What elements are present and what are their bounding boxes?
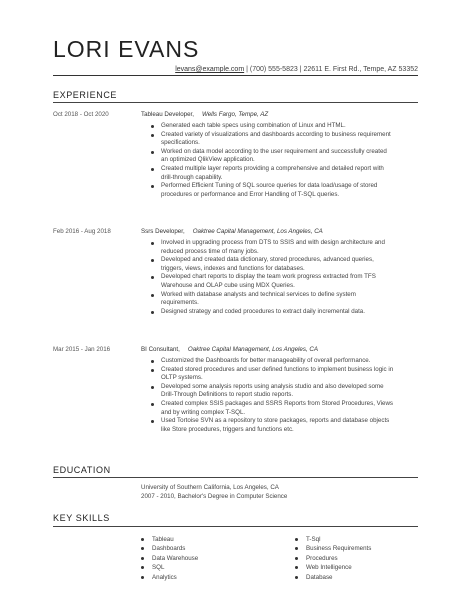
list-item: Performed Efficient Tuning of SQL source queries for data load/usage of stored procedures or performance and Error Handling of T-SQL queries. <box>151 182 395 199</box>
job-dates: Mar 2015 - Jan 2016 <box>53 346 111 353</box>
list-item: Business Requirements <box>295 544 371 553</box>
list-item: Dashboards <box>141 544 198 553</box>
list-item: Worked on data model according to the user requirement and successfully created an optimized QlikView application. <box>151 148 395 165</box>
skills-heading: KEY SKILLS <box>53 513 110 523</box>
list-item: Created variety of visualizations and dashboards according to business requirement specifications. <box>151 131 395 148</box>
job-dates: Oct 2018 - Oct 2020 <box>53 111 109 118</box>
experience-divider <box>53 102 418 103</box>
list-item: Developed some analysis reports using analysis studio and also developed some Drill-Through Definitions to report studio reports. <box>151 383 395 400</box>
list-item: Created multiple layer reports providing a comprehensive and detailed report with drill-through capability. <box>151 165 395 182</box>
list-item: Created complex SSIS packages and SSRS Reports from Stored Procedures, Views and by writing complex T-SQL. <box>151 400 395 417</box>
list-item: Web Intelligence <box>295 563 371 572</box>
contact-line <box>53 66 418 76</box>
list-item: Analytics <box>141 573 198 582</box>
email-link[interactable]: levans@example.com <box>175 66 245 73</box>
address: 22611 E. First Rd., Tempe, AZ 53352 <box>303 66 418 73</box>
job-title: Tableau Developer, <box>141 111 194 118</box>
job-company: Oaktree Capital Management, Los Angeles, CA <box>192 228 323 235</box>
skills-list-left <box>141 535 198 582</box>
list-item: Data Warehouse <box>141 554 198 563</box>
job-title: Ssrs Developer, <box>141 228 185 235</box>
list-item: Generated each table specs using combination of Linux and HTML. <box>151 122 395 131</box>
job-company: Wells Fargo, Tempe, AZ <box>201 111 269 118</box>
list-item: Worked with database analysts and technical services to define system requirements. <box>151 291 395 308</box>
list-item: Procedures <box>295 554 371 563</box>
job-header <box>141 111 268 120</box>
experience-heading: EXPERIENCE <box>53 90 118 100</box>
list-item: Developed chart reports to display the team work progress extracted from TFS Warehouse and OLAP cube using MDX Queries. <box>151 273 395 290</box>
contact-separator: | <box>297 66 304 73</box>
education-degree: 2007 - 2010, Bachelor's Degree in Computer Science <box>141 493 288 500</box>
list-item: Tableau <box>141 535 198 544</box>
education-heading: EDUCATION <box>53 465 111 475</box>
job-company: Oaktree Capital Management, Los Angeles, CA <box>187 346 318 353</box>
job-bullets <box>151 239 395 316</box>
list-item: Developed and created data dictionary, stored procedures, advanced queries, triggers, views, indexes and functions for databases. <box>151 256 395 273</box>
job-bullets <box>151 357 395 434</box>
list-item: Database <box>295 573 371 582</box>
job-header <box>141 346 318 355</box>
list-item: Created stored procedures and user defined functions to implement business logic in OLTP systems. <box>151 366 395 383</box>
education-divider <box>53 477 418 478</box>
list-item: Designed strategy and coded procedures to extract daily incremental data. <box>151 308 395 317</box>
job-dates: Feb 2016 - Aug 2018 <box>53 228 111 235</box>
job-header <box>141 228 323 237</box>
education-school: University of Southern California, Los Angeles, CA <box>141 484 279 491</box>
job-title: BI Consultant, <box>141 346 180 353</box>
skills-divider <box>53 526 418 527</box>
skills-list-right <box>295 535 371 582</box>
list-item: Customized the Dashboards for better manageability of overall performance. <box>151 357 395 366</box>
phone-number: (700) 555-5823 <box>249 66 298 73</box>
contact-separator: | <box>244 66 250 73</box>
list-item: SQL <box>141 563 198 572</box>
job-bullets <box>151 122 395 199</box>
candidate-name: LORI EVANS <box>53 36 200 62</box>
list-item: Used Tortoise SVN as a repository to store packages, reports and database objects like Store procedures, triggers and functions etc. <box>151 417 395 434</box>
list-item: T-Sql <box>295 535 371 544</box>
list-item: Involved in upgrading process from DTS to SSIS and with design architecture and reduced process time of many jobs. <box>151 239 395 256</box>
